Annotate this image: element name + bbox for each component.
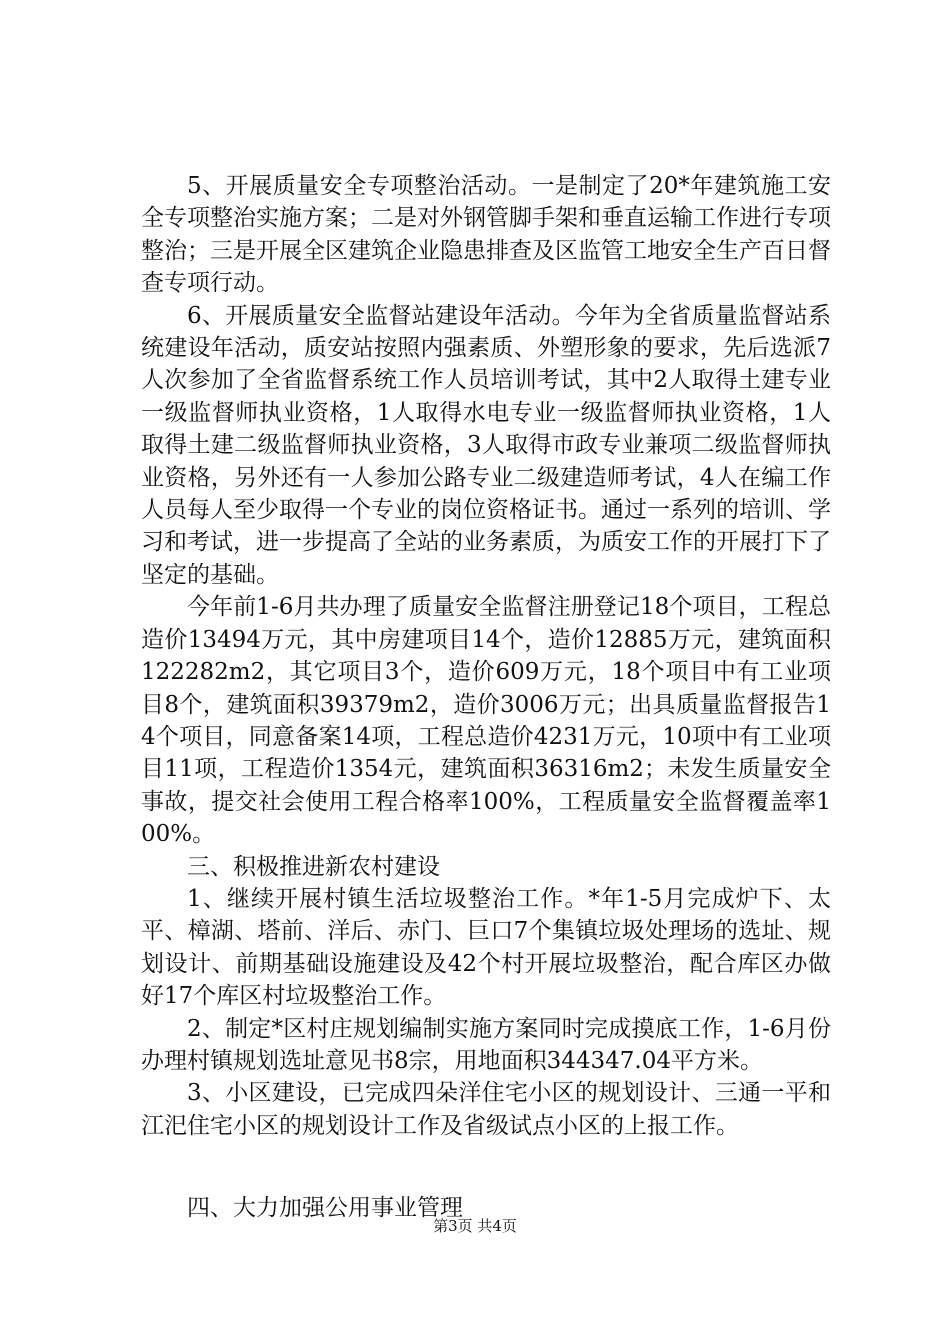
paragraph-quality-safety-rectification: 5、开展质量安全专项整治活动。一是制定了20*年建筑施工安全专项整治实施方案；二是对外钢管脚手架和垂直运输工作进行专项整治；三是开展全区建筑企业隐患排查及区监管工地安全生产百日督查专项行动。 [141, 173, 831, 297]
section-heading-new-countryside: 三、积极推进新农村建设 [187, 853, 440, 880]
paragraph-supervision-station-building: 6、开展质量安全监督站建设年活动。今年为全省质量监督站系统建设年活动，质安站按照内强素质、外塑形象的要求，先后选派7人次参加了全省监督系统工作人员培训考试，其中2人取得土建专业一级监督师执业资格，1人取得水电专业一级监督师执业资格，1人取得土建二级监督师执业资格，3人取得市政专业兼项二级监督师执业资格，另外还有一人参加公路专业二级建造师考试，4人在编工作人员每人至少取得一个专业的岗位资格证书。通过一系列的培训、学习和考试，进一步提高了全站的业务素质，为质安工作的开展打下了坚定的基础。 [141, 302, 831, 588]
paragraph-village-planning: 2、制定*区村庄规划编制实施方案同时完成摸底工作，1-6月份办理村镇规划选址意见书8宗，用地面积344347.04平方米。 [141, 1015, 831, 1074]
paragraph-registration-statistics: 今年前1-6月共办理了质量安全监督注册登记18个项目，工程总造价13494万元，其中房建项目14个，造价12885万元，建筑面积122282m2，其它项目3个，造价609万元，18个项目中有工业项目8个，建筑面积39379m2，造价3006万元；出具质量监督报告14个项目，同意备案14项，工程总造价4231万元，10项中有工业项目11项，工程造价1354元，建筑面积36316m2；未发生质量安全事故，提交社会使用工程合格率100%，工程质量安全监督覆盖率100%。 [141, 594, 831, 848]
page-footer: 第3页 共4页 [433, 1217, 517, 1235]
document-body [141, 170, 831, 1225]
section-spacer [141, 1142, 831, 1192]
paragraph-community-construction: 3、小区建设，已完成四朵洋住宅小区的规划设计、三通一平和江汜住宅小区的规划设计工作及省级试点小区的上报工作。 [141, 1080, 831, 1139]
section-heading-public-utilities: 四、大力加强公用事业管理 [187, 1195, 463, 1222]
paragraph-garbage-rectification: 1、继续开展村镇生活垃圾整治工作。*年1-5月完成炉下、太平、樟湖、塔前、洋后、赤门、巨口7个集镇垃圾处理场的选址、规划设计、前期基础设施建设及42个村开展垃圾整治，配合库区办做好17个库区村垃圾整治工作。 [141, 885, 831, 1010]
